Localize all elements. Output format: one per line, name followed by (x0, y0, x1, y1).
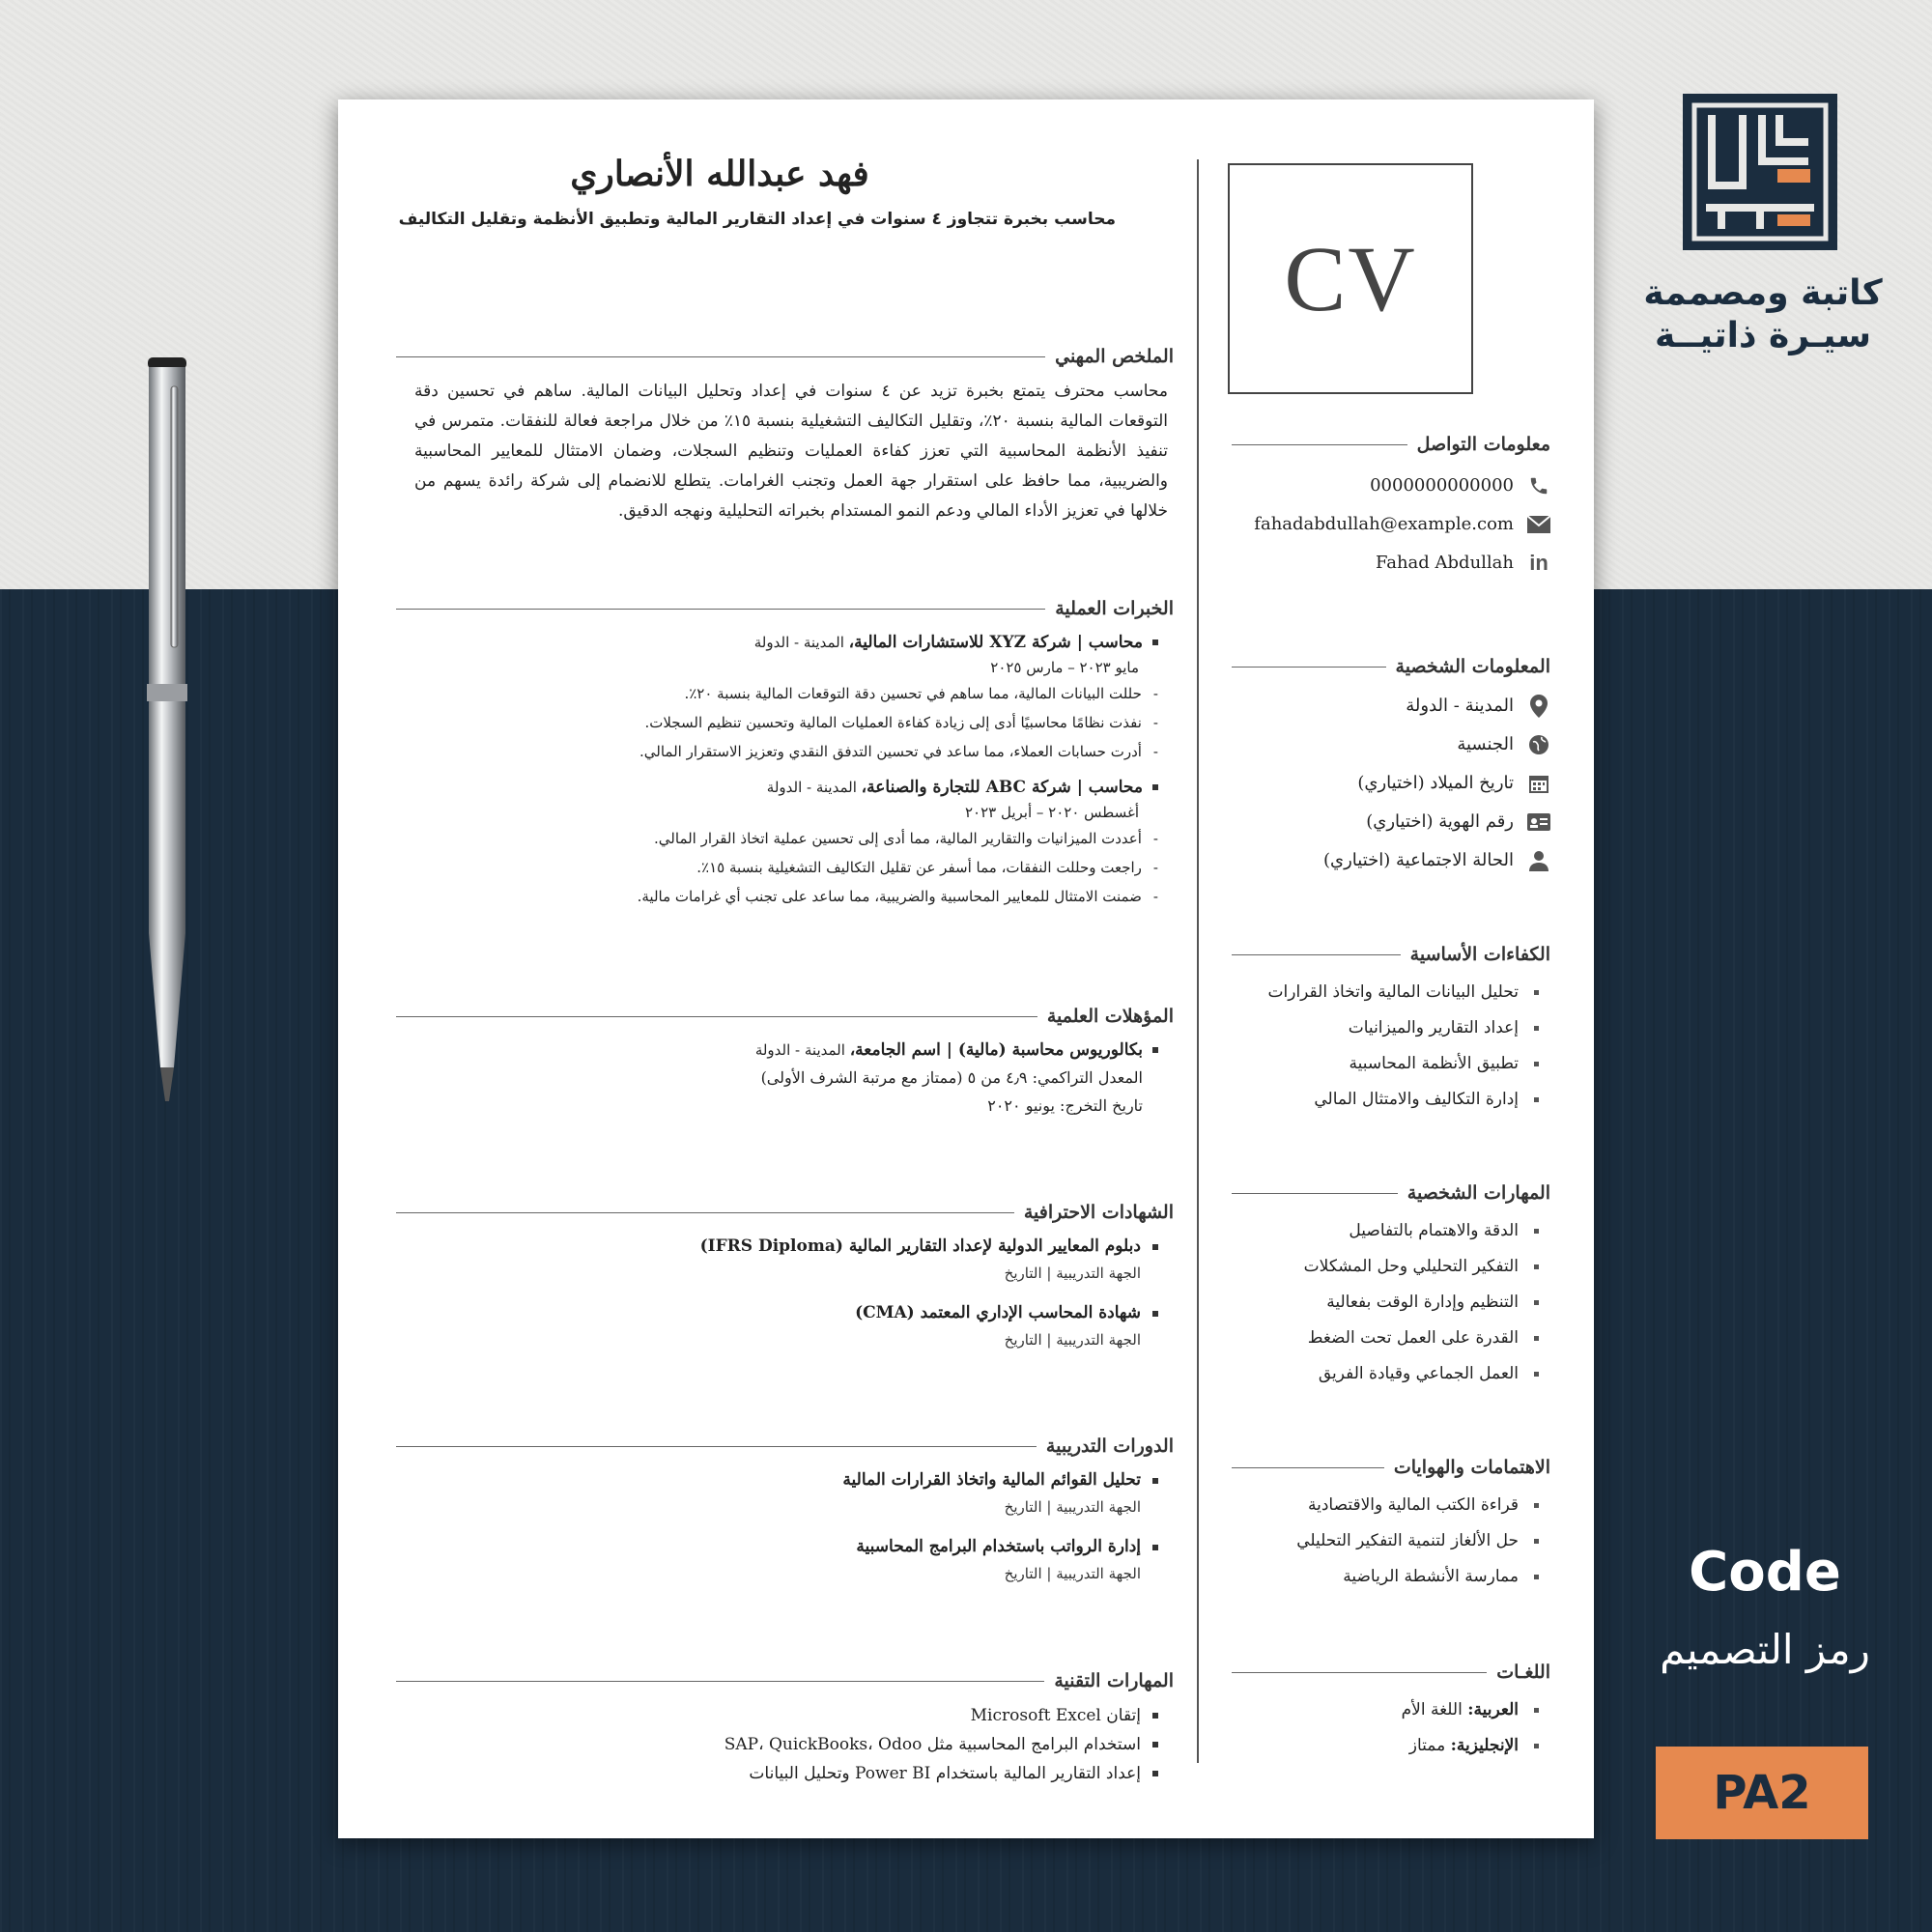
degree: بكالوريوس محاسبة (مالية) | اسم الجامعة، (849, 1040, 1143, 1060)
contact-section (1232, 434, 1550, 582)
code-subtitle: رمز التصميم (1660, 1626, 1870, 1673)
brand-logo (1683, 94, 1837, 250)
list-item: الدقة والاهتمام بالتفاصيل (1232, 1213, 1539, 1249)
competencies-section (1232, 944, 1550, 1118)
personal-birthdate: تاريخ الميلاد (اختياري) (1232, 764, 1550, 803)
divider (1232, 954, 1401, 955)
summary-section (396, 346, 1174, 526)
job-location: المدينة - الدولة (766, 779, 862, 796)
list-item: التفكير التحليلي وحل المشكلات (1232, 1249, 1539, 1285)
list-item: الإنجليزية: ممتاز (1232, 1728, 1539, 1764)
university-location: المدينة - الدولة (754, 1041, 850, 1059)
divider (1232, 1672, 1487, 1673)
interests-section (1232, 1457, 1550, 1595)
section-title: معلومات التواصل (1416, 434, 1550, 455)
column-divider (1197, 159, 1199, 1763)
gpa: المعدل التراكمي: ٤٫٩ من ٥ (ممتاز مع مرتبة الشرف الأولى) (760, 1068, 1143, 1087)
resume-sheet (338, 99, 1594, 1838)
education-section (396, 1006, 1174, 1120)
linkedin-icon: in (1529, 551, 1548, 575)
list-item: استخدام البرامج المحاسبية مثل SAP، QuickBooks، Odoo (396, 1730, 1158, 1759)
section-title: المعلومات الشخصية (1395, 656, 1550, 677)
cert-meta: الجهة التدريبية | التاريخ (1004, 1264, 1141, 1282)
list-item: - أعددت الميزانيات والتقارير المالية، مما أدى إلى تحسين عملية اتخاذ القرار المالي. (654, 830, 1158, 847)
job-dates: مايو ٢٠٢٣ – مارس ٢٠٢٥ (990, 659, 1139, 676)
languages-section (1232, 1662, 1550, 1764)
list-item: إدارة الرواتب باستخدام البرامج المحاسبية (396, 1533, 1158, 1561)
list-item: العربية: اللغة الأم (1232, 1692, 1539, 1728)
list-item: - نفذت نظامًا محاسبيًا أدى إلى زيادة كفاءة العمليات المالية وتحسين تنظيم السجلات. (644, 714, 1158, 731)
id-card-icon (1527, 810, 1550, 834)
course-meta: الجهة التدريبية | التاريخ (1004, 1565, 1141, 1582)
certifications-section (396, 1202, 1174, 1352)
list-item: - أدرت حسابات العملاء، مما ساعد في تحسين التدفق النقدي وتعزيز الاستقرار المالي. (639, 743, 1158, 760)
divider (396, 356, 1045, 357)
contact-email: fahadabdullah@example.com (1232, 505, 1550, 544)
list-item: تطبيق الأنظمة المحاسبية (1232, 1046, 1539, 1082)
headline: محاسب بخبرة تتجاوز ٤ سنوات في إعداد التقارير المالية وتطبيق الأنظمة وتقليل التكاليف (398, 210, 1116, 229)
job-entry (396, 629, 1158, 766)
contact-linkedin: in Fahad Abdullah (1232, 544, 1550, 582)
list-item: حل الألغاز لتنمية التفكير التحليلي (1232, 1523, 1539, 1559)
personal-section (1232, 656, 1550, 880)
job-role: محاسب | شركة ABC للتجارة والصناعة، (861, 778, 1143, 797)
graduation-date: تاريخ التخرج: يونيو ٢٠٢٠ (987, 1096, 1143, 1115)
candidate-name: فهد عبدالله الأنصاري (570, 154, 869, 194)
divider (396, 1016, 1037, 1017)
globe-icon (1527, 733, 1550, 756)
list-item: دبلوم المعايير الدولية لإعداد التقارير المالية (IFRS Diploma) (396, 1233, 1158, 1261)
design-code: PA2 (1713, 1766, 1811, 1820)
list-item: إتقان Microsoft Excel (396, 1701, 1158, 1730)
list-item: التنظيم وإدارة الوقت بفعالية (1232, 1285, 1539, 1321)
personal-id: رقم الهوية (اختياري) (1232, 803, 1550, 841)
courses-section (396, 1435, 1174, 1586)
divider (1232, 667, 1386, 668)
divider (396, 609, 1045, 610)
job-role: محاسب | شركة XYZ للاستشارات المالية، (848, 633, 1143, 652)
section-title: المهارات التقنية (1054, 1670, 1174, 1691)
section-title: الملخص المهني (1055, 346, 1174, 367)
location-pin-icon (1527, 695, 1550, 718)
divider (396, 1681, 1044, 1682)
list-item: ممارسة الأنشطة الرياضية (1232, 1559, 1539, 1595)
contact-phone: 0000000000000 (1232, 467, 1550, 505)
section-title: الدورات التدريبية (1045, 1435, 1174, 1457)
section-title: الاهتمامات والهوايات (1393, 1457, 1550, 1478)
list-item: تحليل القوائم المالية واتخاذ القرارات المالية (396, 1466, 1158, 1494)
envelope-icon (1527, 513, 1550, 536)
list-item: - حللت البيانات المالية، مما ساهم في تحسين دقة التوقعات المالية بنسبة ٢٠٪. (684, 685, 1158, 702)
section-title: الكفاءات الأساسية (1409, 944, 1550, 965)
bullet-square (1152, 639, 1158, 645)
personal-marital: الحالة الاجتماعية (اختياري) (1232, 841, 1550, 880)
design-code-badge (1656, 1747, 1868, 1839)
course-meta: الجهة التدريبية | التاريخ (1004, 1498, 1141, 1516)
person-icon (1527, 849, 1550, 872)
soft-skills-section (1232, 1182, 1550, 1392)
list-item: - راجعت وحللت النفقات، مما أسفر عن تقليل التكاليف التشغيلية بنسبة ١٥٪. (696, 859, 1158, 876)
tech-skills-section (396, 1670, 1174, 1788)
section-title: الخبرات العملية (1055, 598, 1174, 619)
calendar-icon (1527, 772, 1550, 795)
divider (1232, 444, 1407, 445)
list-item: إعداد التقارير المالية باستخدام Power BI وتحليل البيانات (396, 1759, 1158, 1788)
list-item: - ضمنت الامتثال للمعايير المحاسبية والضريبية، مما ساعد على تجنب أي غرامات مالية. (637, 888, 1158, 905)
summary-text: محاسب محترف يتمتع بخبرة تزيد عن ٤ سنوات في إعداد وتحليل البيانات المالية. ساهم في تحسين دقة التوقعات المالية بنسبة ٢٠٪، وتقليل التكاليف التشغيلية بنسبة ١٥٪ من خلال مراجعة فعالة للنفقات. متمرس في تنفيذ الأنظمة المحاسبية التي تعزز كفاءة العمليات وتنظيم السجلات، وضمان الامتثال للمعايير المحاسبية والضريبية، مما حافظ على استقرار جهة العمل وتجنب الغرامات. يتطلع للانضمام إلى شركة رائدة يسهم من خلالها في تعزيز الأداء المالي ودعم النمو المستدام بخبراته التحليلية ونهجه الدقيق. (414, 382, 1168, 521)
job-entry (396, 774, 1158, 911)
divider (396, 1446, 1037, 1447)
brand-caption: كاتبة ومصممة سيـرة ذاتيــة (1643, 273, 1883, 355)
bullet-square (1152, 784, 1158, 790)
section-title: اللغـات (1496, 1662, 1550, 1683)
job-dates: أغسطس ٢٠٢٠ – أبريل ٢٠٢٣ (964, 804, 1139, 821)
section-title: المؤهلات العلمية (1046, 1006, 1174, 1027)
section-title: الشهادات الاحترافية (1023, 1202, 1174, 1223)
personal-nationality: الجنسية (1232, 725, 1550, 764)
job-location: المدينة - الدولة (753, 634, 849, 651)
cert-meta: الجهة التدريبية | التاريخ (1004, 1331, 1141, 1349)
personal-city: المدينة - الدولة (1232, 687, 1550, 725)
divider (1232, 1193, 1398, 1194)
divider (396, 1212, 1014, 1213)
list-item: القدرة على العمل تحت الضغط (1232, 1321, 1539, 1356)
bullet-square (1152, 1047, 1158, 1053)
list-item: تحليل البيانات المالية واتخاذ القرارات (1232, 975, 1539, 1010)
main-column (396, 138, 1174, 1783)
list-item: قراءة الكتب المالية والاقتصادية (1232, 1488, 1539, 1523)
cv-badge (1228, 163, 1473, 394)
divider (1232, 1467, 1384, 1468)
cv-mark: CV (1284, 227, 1417, 330)
list-item: شهادة المحاسب الإداري المعتمد (CMA) (396, 1299, 1158, 1327)
experience-section (396, 598, 1174, 919)
list-item: العمل الجماعي وقيادة الفريق (1232, 1356, 1539, 1392)
list-item: إعداد التقارير والميزانيات (1232, 1010, 1539, 1046)
section-title: المهارات الشخصية (1406, 1182, 1550, 1204)
list-item: إدارة التكاليف والامتثال المالي (1232, 1082, 1539, 1118)
phone-icon (1527, 474, 1550, 497)
pen-illustration (145, 357, 189, 1101)
code-label: Code (1689, 1541, 1841, 1604)
